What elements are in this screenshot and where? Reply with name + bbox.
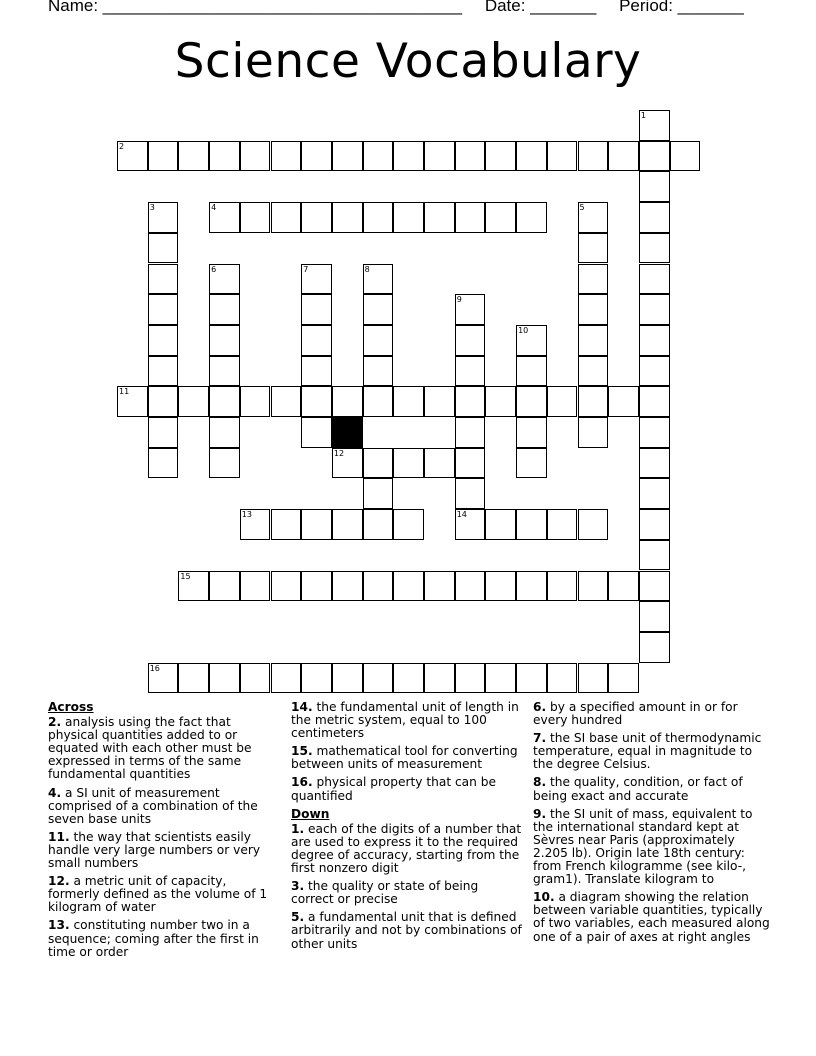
crossword-cell[interactable] <box>117 386 148 417</box>
crossword-cell[interactable] <box>209 202 240 233</box>
crossword-cell[interactable] <box>209 448 240 479</box>
crossword-cell[interactable] <box>209 294 240 325</box>
crossword-cell[interactable] <box>485 663 516 694</box>
crossword-cell[interactable] <box>578 325 609 356</box>
crossword-cell[interactable] <box>301 356 332 387</box>
crossword-cell[interactable] <box>608 571 639 602</box>
crossword-cell[interactable] <box>271 509 302 540</box>
crossword-cell[interactable] <box>455 417 486 448</box>
crossword-cell[interactable] <box>639 509 670 540</box>
crossword-cell[interactable] <box>516 141 547 172</box>
crossword-cell[interactable] <box>578 386 609 417</box>
crossword-cell[interactable] <box>578 294 609 325</box>
crossword-cell[interactable] <box>271 386 302 417</box>
crossword-cell[interactable] <box>485 571 516 602</box>
clue-number: 10 <box>518 325 529 335</box>
crossword-cell[interactable] <box>639 540 670 571</box>
crossword-cell[interactable] <box>240 509 271 540</box>
crossword-cell[interactable] <box>516 417 547 448</box>
crossword-cell[interactable] <box>363 571 394 602</box>
crossword-cell[interactable] <box>363 509 394 540</box>
crossword-cell[interactable] <box>639 478 670 509</box>
crossword-cell[interactable] <box>547 386 578 417</box>
crossword-cell[interactable] <box>178 571 209 602</box>
crossword-cell[interactable] <box>363 325 394 356</box>
clue-down-10: 10. a diagram showing the relation between variable quantities, typically of two variables, each measured along one of a pair of axes at right angles <box>533 890 770 944</box>
crossword-cell[interactable] <box>301 571 332 602</box>
crossword-cell[interactable] <box>148 356 179 387</box>
clue-across-15: 15. mathematical tool for converting between units of measurement <box>291 744 518 772</box>
crossword-cell[interactable] <box>639 632 670 663</box>
crossword-cell[interactable] <box>301 294 332 325</box>
crossword-cell[interactable] <box>148 233 179 264</box>
crossword-cell[interactable] <box>578 356 609 387</box>
crossword-cell[interactable] <box>485 202 516 233</box>
clue-down-9: 9. the SI unit of mass, equivalent to the international standard kept at Sèvres near Paris (approximately 2.205 lb). Origin late 18th century: from French kilogramme (see kilo-, gram1). Translate kilogram to <box>533 806 753 887</box>
crossword-cell[interactable] <box>363 448 394 479</box>
crossword-cell[interactable] <box>271 663 302 694</box>
clue-across-12: 12. a metric unit of capacity, formerly defined as the volume of 1 kilogram of water <box>48 874 268 915</box>
crossword-cell[interactable] <box>209 663 240 694</box>
crossword-cell[interactable] <box>578 202 609 233</box>
clue-down-7: 7. the SI base unit of thermodynamic temperature, equal in magnitude to the degree Celsius. <box>533 731 762 772</box>
crossword-cell[interactable] <box>639 417 670 448</box>
crossword-cell[interactable] <box>363 663 394 694</box>
crossword-cell[interactable] <box>516 356 547 387</box>
crossword-cell[interactable] <box>424 386 455 417</box>
crossword-cell[interactable] <box>240 141 271 172</box>
crossword-cell[interactable] <box>301 417 332 448</box>
crossword-cell[interactable] <box>424 571 455 602</box>
clue-across-11: 11. the way that scientists easily handle very large numbers or very small numbers <box>48 829 261 871</box>
crossword-cell[interactable] <box>608 386 639 417</box>
clue-down-3: 3. the quality or state of being correct or precise <box>291 879 479 907</box>
clue-number: 3 <box>149 203 155 213</box>
crossword-cell[interactable] <box>516 663 547 694</box>
name-field-label[interactable]: Name: ______________________________________ <box>48 0 463 15</box>
crossword-cell[interactable] <box>209 325 240 356</box>
crossword-cell[interactable] <box>393 202 424 233</box>
crossword-cell[interactable] <box>639 110 670 141</box>
crossword-cell[interactable] <box>639 233 670 264</box>
crossword-cell[interactable] <box>670 141 701 172</box>
crossword-cell[interactable] <box>332 141 363 172</box>
clue-number: 6 <box>211 264 217 274</box>
crossword-cell[interactable] <box>178 386 209 417</box>
crossword-cell[interactable] <box>363 478 394 509</box>
crossword-cell[interactable] <box>578 509 609 540</box>
clue-down-8: 8. the quality, condition, or fact of being exact and accurate <box>533 775 743 803</box>
crossword-cell[interactable] <box>455 663 486 694</box>
crossword-cell[interactable] <box>639 202 670 233</box>
crossword-cell[interactable] <box>639 356 670 387</box>
crossword-cell[interactable] <box>393 571 424 602</box>
clue-number: 8 <box>364 264 370 274</box>
crossword-cell[interactable] <box>332 202 363 233</box>
crossword-cell[interactable] <box>424 448 455 479</box>
crossword-cell[interactable] <box>240 202 271 233</box>
crossword-cell[interactable] <box>363 264 394 295</box>
crossword-cell[interactable] <box>301 325 332 356</box>
crossword-cell[interactable] <box>209 264 240 295</box>
clue-across-16: 16. physical property that can be quantified <box>291 775 496 803</box>
clue-number: 15 <box>180 571 191 581</box>
clue-across-2: 2. analysis using the fact that physical quantities added to or equated with each other must be expressed in terms of the same fundamental quantities <box>48 715 252 782</box>
crossword-cell[interactable] <box>393 663 424 694</box>
crossword-cell[interactable] <box>117 141 148 172</box>
crossword-cell[interactable] <box>209 386 240 417</box>
crossword-cell[interactable] <box>455 202 486 233</box>
crossword-cell[interactable] <box>332 571 363 602</box>
crossword-cell[interactable] <box>148 202 179 233</box>
crossword-cell[interactable] <box>455 325 486 356</box>
clue-number: 1 <box>640 111 646 120</box>
crossword-cell[interactable] <box>148 417 179 448</box>
crossword-cell[interactable] <box>516 386 547 417</box>
crossword-cell[interactable] <box>240 386 271 417</box>
black-square <box>332 417 363 448</box>
clue-down-1: 1. each of the digits of a number that are used to express it to the required degree of accuracy, starting from the first nonzero digit <box>291 821 522 876</box>
clues-column-2 <box>291 701 523 956</box>
crossword-cell[interactable] <box>363 202 394 233</box>
crossword-cell[interactable] <box>148 663 179 694</box>
clue-down-5: 5. a fundamental unit that is defined arbitrarily and not by combinations of other units <box>291 910 522 951</box>
crossword-cell[interactable] <box>301 663 332 694</box>
crossword-cell[interactable] <box>301 141 332 172</box>
crossword-cell[interactable] <box>608 141 639 172</box>
crossword-cell[interactable] <box>578 141 609 172</box>
crossword-cell[interactable] <box>608 663 639 694</box>
crossword-cell[interactable] <box>455 478 486 509</box>
crossword-cell[interactable] <box>639 448 670 479</box>
crossword-cell[interactable] <box>148 448 179 479</box>
crossword-cell[interactable] <box>485 386 516 417</box>
clue-number: 11 <box>119 387 130 397</box>
crossword-cell[interactable] <box>485 141 516 172</box>
clue-number: 2 <box>119 141 125 151</box>
clue-number: 4 <box>211 203 217 213</box>
crossword-cell[interactable] <box>148 386 179 417</box>
crossword-cell[interactable] <box>178 141 209 172</box>
period-field-label[interactable]: Period: _______ <box>619 0 744 15</box>
crossword-cell[interactable] <box>363 356 394 387</box>
crossword-cell[interactable] <box>455 509 486 540</box>
crossword-cell[interactable] <box>209 141 240 172</box>
crossword-cell[interactable] <box>209 356 240 387</box>
crossword-cell[interactable] <box>148 325 179 356</box>
crossword-cell[interactable] <box>578 571 609 602</box>
crossword-cell[interactable] <box>301 386 332 417</box>
crossword-cell[interactable] <box>271 141 302 172</box>
clues-column-1 <box>48 701 278 964</box>
crossword-cell[interactable] <box>209 417 240 448</box>
crossword-cell[interactable] <box>363 294 394 325</box>
crossword-cell[interactable] <box>455 571 486 602</box>
clues-column-3 <box>533 701 773 949</box>
crossword-cell[interactable] <box>363 141 394 172</box>
crossword-cell[interactable] <box>209 571 240 602</box>
clue-across-14: 14. the fundamental unit of length in the metric system, equal to 100 centimeters <box>291 700 519 741</box>
crossword-cell[interactable] <box>516 448 547 479</box>
crossword-cell[interactable] <box>639 571 670 602</box>
clue-across-13: 13. constituting number two in a sequence; coming after the first in time or order <box>48 918 259 959</box>
crossword-cell[interactable] <box>148 141 179 172</box>
crossword-cell[interactable] <box>301 509 332 540</box>
crossword-cell[interactable] <box>301 264 332 295</box>
crossword-cell[interactable] <box>455 448 486 479</box>
crossword-cell[interactable] <box>516 202 547 233</box>
crossword-cell[interactable] <box>240 663 271 694</box>
crossword-cell[interactable] <box>639 171 670 202</box>
crossword-cell[interactable] <box>332 509 363 540</box>
crossword-cell[interactable] <box>639 325 670 356</box>
crossword-cell[interactable] <box>332 386 363 417</box>
crossword-cell[interactable] <box>516 571 547 602</box>
crossword-cell[interactable] <box>578 417 609 448</box>
crossword-cell[interactable] <box>578 233 609 264</box>
crossword-cell[interactable] <box>578 663 609 694</box>
page-title: Science Vocabulary <box>174 34 642 89</box>
clue-number: 13 <box>241 510 252 520</box>
across-heading: Across <box>48 700 94 714</box>
crossword-cell[interactable] <box>547 663 578 694</box>
crossword-cell[interactable] <box>424 141 455 172</box>
clue-number: 5 <box>579 203 585 213</box>
crossword-cell[interactable] <box>301 202 332 233</box>
crossword-cell[interactable] <box>455 294 486 325</box>
crossword-cell[interactable] <box>516 509 547 540</box>
crossword-cell[interactable] <box>639 386 670 417</box>
crossword-cell[interactable] <box>240 571 271 602</box>
crossword-cell[interactable] <box>363 386 394 417</box>
clue-number: 12 <box>333 448 345 458</box>
crossword-cell[interactable] <box>178 663 209 694</box>
crossword-cell[interactable] <box>393 141 424 172</box>
crossword-cell[interactable] <box>424 663 455 694</box>
crossword-cell[interactable] <box>639 264 670 295</box>
crossword-cell[interactable] <box>393 509 424 540</box>
down-heading: Down <box>291 806 330 821</box>
clue-number: 16 <box>149 663 160 673</box>
clue-number: 7 <box>303 264 309 274</box>
crossword-cell[interactable] <box>578 264 609 295</box>
crossword-cell[interactable] <box>485 509 516 540</box>
crossword-cell[interactable] <box>639 601 670 632</box>
clue-number: 9 <box>456 295 462 305</box>
clue-number: 14 <box>456 510 467 520</box>
crossword-cell[interactable] <box>547 141 578 172</box>
crossword-cell[interactable] <box>639 141 670 172</box>
crossword-cell[interactable] <box>148 294 179 325</box>
crossword-cell[interactable] <box>271 571 302 602</box>
crossword-cell[interactable] <box>455 386 486 417</box>
date-field-label[interactable]: Date: _______ <box>484 0 597 15</box>
crossword-cell[interactable] <box>393 386 424 417</box>
crossword-cell[interactable] <box>393 448 424 479</box>
crossword-cell[interactable] <box>455 356 486 387</box>
crossword-cell[interactable] <box>148 264 179 295</box>
crossword-cell[interactable] <box>271 202 302 233</box>
clue-across-4: 4. a SI unit of measurement comprised of a combination of the seven base units <box>48 785 258 826</box>
crossword-cell[interactable] <box>547 509 578 540</box>
crossword-cell[interactable] <box>455 141 486 172</box>
crossword-cell[interactable] <box>332 448 363 479</box>
clue-down-6: 6. by a specified amount in or for every hundred <box>533 700 738 728</box>
crossword-cell[interactable] <box>424 202 455 233</box>
crossword-cell[interactable] <box>332 663 363 694</box>
crossword-cell[interactable] <box>547 571 578 602</box>
crossword-cell[interactable] <box>516 325 547 356</box>
crossword-cell[interactable] <box>639 294 670 325</box>
